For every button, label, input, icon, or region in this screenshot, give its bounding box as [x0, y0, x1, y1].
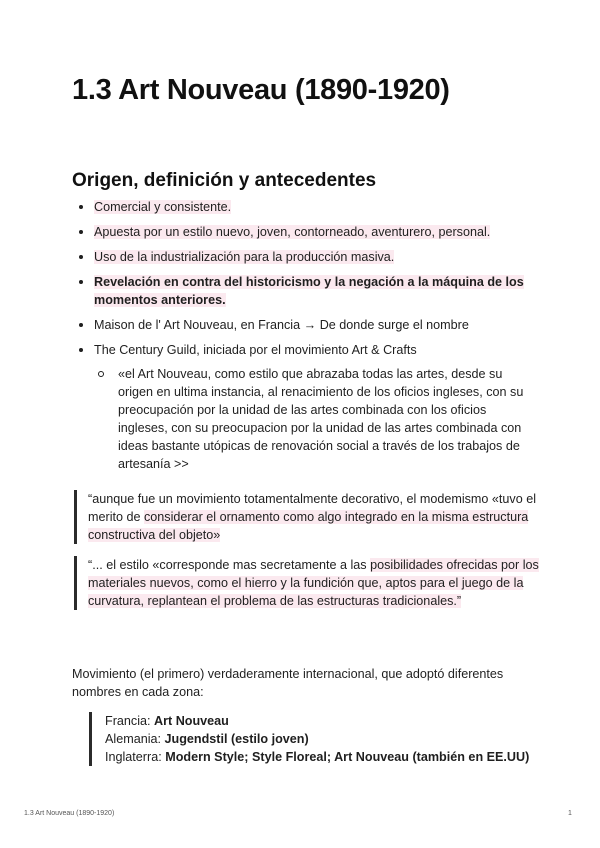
- quote-highlight: posibilidades ofrecidas por los materiales nuevos, como el hierro y la fundición que, aptos para el juego de la curvatura, replantean el problema de las estructuras tradicionales.”: [88, 558, 539, 608]
- names-line: [105, 730, 555, 748]
- bullet-item: [76, 248, 536, 266]
- bullet-text: The Century Guild, iniciada por el movimiento Art & Crafts: [94, 343, 417, 357]
- country-label: Alemania:: [105, 732, 165, 746]
- blockquote: [74, 490, 548, 544]
- bullet-list: [76, 198, 536, 480]
- bullet-item: [76, 273, 536, 309]
- bullet-text: Maison de l' Art Nouveau, en Francia → De donde surge el nombre: [94, 318, 469, 332]
- bullet-text: Uso de la industrialización para la producción masiva.: [94, 250, 395, 264]
- bullet-item: [76, 316, 536, 334]
- blockquote: [74, 556, 548, 610]
- movement-name: Modern Style; Style Floreal; Art Nouveau (también en EE.UU): [165, 750, 530, 764]
- bullet-text: Revelación en contra del historicismo y la negación a la máquina de los momentos anteriores.: [94, 275, 524, 307]
- sub-bullet-list: [94, 365, 536, 473]
- movement-name: Jugendstil (estilo joven): [164, 732, 309, 746]
- footer-title: 1.3 Art Nouveau (1890-1920): [24, 810, 115, 817]
- body-paragraph: Movimiento (el primero) verdaderamente internacional, que adoptó diferentes nombres en cada zona:: [72, 667, 504, 699]
- bullet-text: Comercial y consistente.: [94, 200, 232, 214]
- country-label: Francia:: [105, 714, 154, 728]
- quote-highlight: considerar el ornamento como algo integrado en la misma estructura constructiva del objeto»: [88, 510, 529, 542]
- quote-text: “aunque fue un movimiento totamentalmente decorativo, el modemismo «tuvo el merito de: [88, 492, 537, 524]
- sub-bullet-item: «el Art Nouveau, como estilo que abrazaba todas las artes, desde su origen en ultima instancia, al renacimiento de los oficios ingleses, con su preocupación por la unidad de las artes combinada con los oficios ingleses, con su preocupacion por la unidad de las artes combinada con ideas bastante utópicas de renovación social a través de los trabajos de artesanía >>: [94, 365, 526, 473]
- bullet-text: Apuesta por un estilo nuevo, joven, contorneado, aventurero, personal.: [94, 225, 491, 239]
- names-blockquote: [89, 712, 555, 766]
- movement-name: Art Nouveau: [154, 714, 229, 728]
- page-title: 1.3 Art Nouveau (1890-1920): [72, 74, 450, 106]
- section-heading: Origen, definición y antecedentes: [72, 170, 377, 191]
- footer-page-number: 1: [568, 810, 572, 817]
- bullet-item: [76, 341, 536, 473]
- names-line: [105, 748, 555, 766]
- bullet-item: [76, 198, 536, 216]
- bullet-item: [76, 223, 536, 241]
- country-label: Inglaterra:: [105, 750, 166, 764]
- names-line: [105, 712, 555, 730]
- quote-text: “... el estilo «corresponde mas secretamente a las: [88, 558, 371, 572]
